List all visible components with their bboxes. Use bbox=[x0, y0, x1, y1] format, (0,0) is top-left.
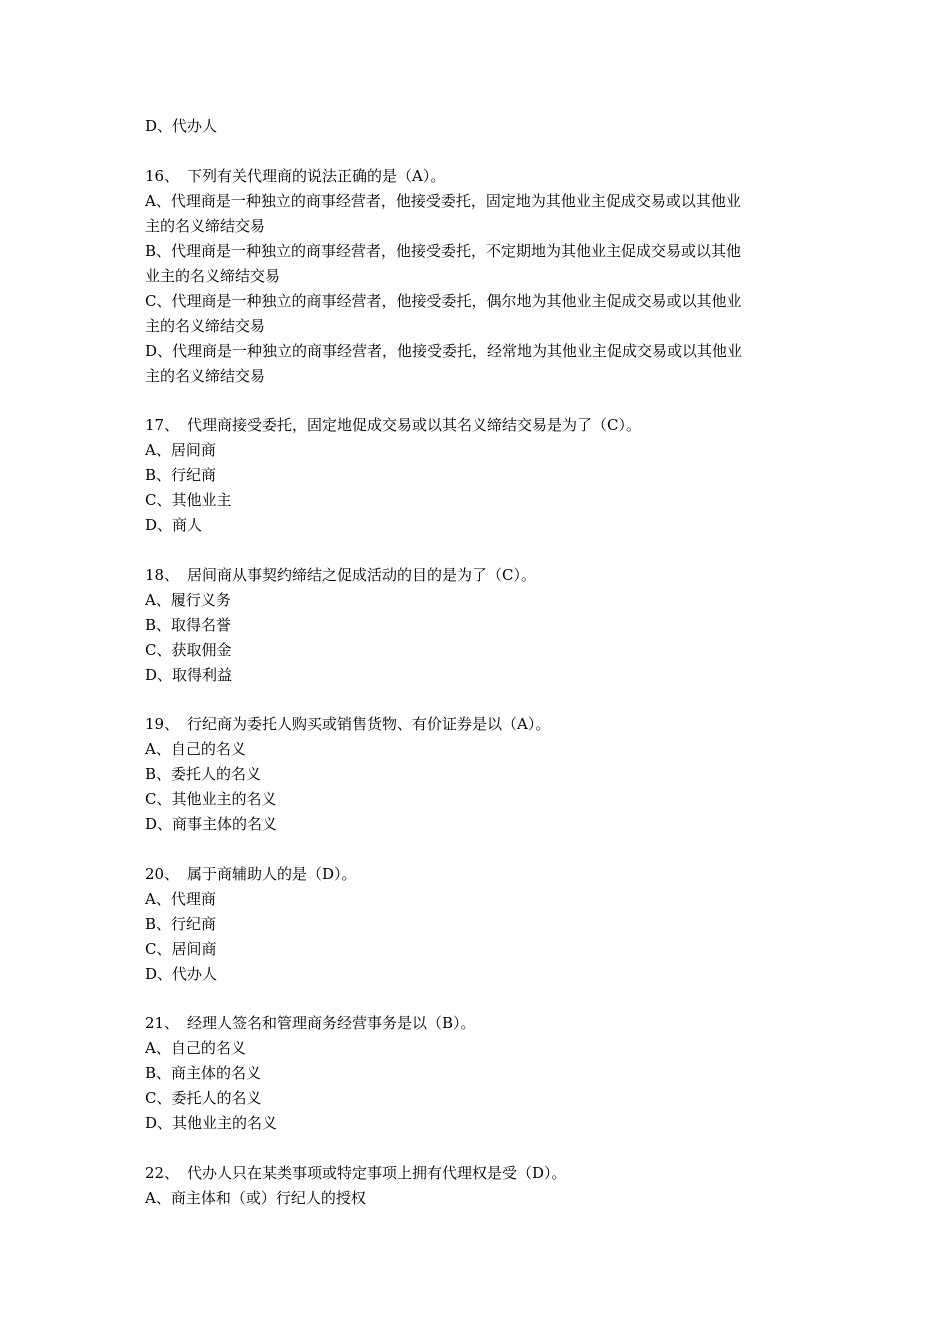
question-stem bbox=[145, 1011, 815, 1036]
spacer bbox=[145, 389, 815, 414]
spacer bbox=[145, 987, 815, 1012]
option-b: B、行纪商 bbox=[145, 466, 217, 484]
option-text-line: C、代理商是一种独立的商事经营者，他接受委托，偶尔地为其他业主促成交易或以其他业 bbox=[145, 291, 742, 310]
option-c: C、获取佣金 bbox=[145, 640, 232, 659]
question-text: 行纪商为委托人购买或销售货物、有价证券是以（A）。 bbox=[187, 715, 551, 733]
option-d: D、商人 bbox=[145, 516, 203, 534]
option-text-line: D、代理商是一种独立的商事经营者，他接受委托，经常地为其他业主促成交易或以其他业 bbox=[145, 341, 743, 360]
question-number: 18、 bbox=[145, 565, 180, 584]
question-stem bbox=[145, 862, 815, 887]
option-b: B、取得名誉 bbox=[145, 615, 232, 634]
option-a: A、商主体和（或）行纪人的授权 bbox=[145, 1188, 366, 1207]
question-text: 代办人只在某类事项或特定事项上拥有代理权是受（D）。 bbox=[187, 1163, 567, 1182]
question-stem bbox=[145, 563, 815, 588]
option-c: C、居间商 bbox=[145, 939, 217, 958]
option-a: A、自己的名义 bbox=[145, 1039, 246, 1057]
question-number: 17、 bbox=[145, 416, 180, 434]
spacer bbox=[145, 837, 815, 862]
lead-option: D、代办人 bbox=[145, 117, 218, 135]
question-text: 属于商辅助人的是（D）。 bbox=[187, 864, 357, 883]
question-stem bbox=[145, 413, 815, 438]
question-number: 19、 bbox=[145, 715, 180, 733]
question-stem bbox=[145, 712, 815, 737]
option-b: B、委托人的名义 bbox=[145, 765, 262, 783]
spacer bbox=[145, 688, 815, 713]
option-text-line: B、代理商是一种独立的商事经营者，他接受委托，不定期地为其他业主促成交易或以其他 bbox=[145, 241, 742, 260]
option-text-line: 主的名义缔结交易 bbox=[145, 216, 266, 235]
option-text-line: 业主的名义缔结交易 bbox=[145, 266, 281, 285]
question-16 bbox=[145, 164, 815, 389]
question-number: 22、 bbox=[145, 1163, 180, 1182]
option-text-line: 主的名义缔结交易 bbox=[145, 366, 266, 385]
document-page bbox=[145, 114, 815, 1211]
option-d: D、商事主体的名义 bbox=[145, 815, 278, 833]
question-text: 代理商接受委托，固定地促成交易或以其名义缔结交易是为了（C）。 bbox=[187, 416, 641, 434]
option-b: B、商主体的名义 bbox=[145, 1064, 262, 1082]
spacer bbox=[145, 538, 815, 563]
question-text: 下列有关代理商的说法正确的是（A）。 bbox=[187, 166, 446, 185]
option-a: A、代理商 bbox=[145, 889, 216, 908]
option-d: D、代办人 bbox=[145, 964, 218, 983]
option-a: A、履行义务 bbox=[145, 590, 231, 609]
option-b: B、行纪商 bbox=[145, 914, 217, 933]
question-20 bbox=[145, 862, 815, 987]
option-a: A、居间商 bbox=[145, 441, 216, 459]
question-17 bbox=[145, 413, 815, 538]
option-c: C、委托人的名义 bbox=[145, 1089, 262, 1107]
question-number: 20、 bbox=[145, 864, 180, 883]
question-text: 经理人签名和管理商务经营事务是以（B）。 bbox=[187, 1014, 476, 1032]
question-18 bbox=[145, 563, 815, 688]
question-19 bbox=[145, 712, 815, 837]
spacer bbox=[145, 1136, 815, 1161]
option-c: C、其他业主 bbox=[145, 491, 232, 509]
question-number: 16、 bbox=[145, 166, 180, 185]
question-number: 21、 bbox=[145, 1014, 180, 1032]
option-a: A、自己的名义 bbox=[145, 740, 246, 758]
option-text-line: A、代理商是一种独立的商事经营者，他接受委托，固定地为其他业主促成交易或以其他业 bbox=[145, 191, 741, 210]
option-text-line: 主的名义缔结交易 bbox=[145, 316, 266, 335]
spacer bbox=[145, 139, 815, 164]
question-stem bbox=[145, 164, 815, 189]
question-stem bbox=[145, 1161, 815, 1186]
question-21 bbox=[145, 1011, 815, 1136]
question-text: 居间商从事契约缔结之促成活动的目的是为了（C）。 bbox=[187, 565, 536, 584]
option-d: D、其他业主的名义 bbox=[145, 1114, 278, 1132]
option-c: C、其他业主的名义 bbox=[145, 790, 277, 808]
option-d: D、取得利益 bbox=[145, 665, 233, 684]
question-22 bbox=[145, 1161, 815, 1211]
